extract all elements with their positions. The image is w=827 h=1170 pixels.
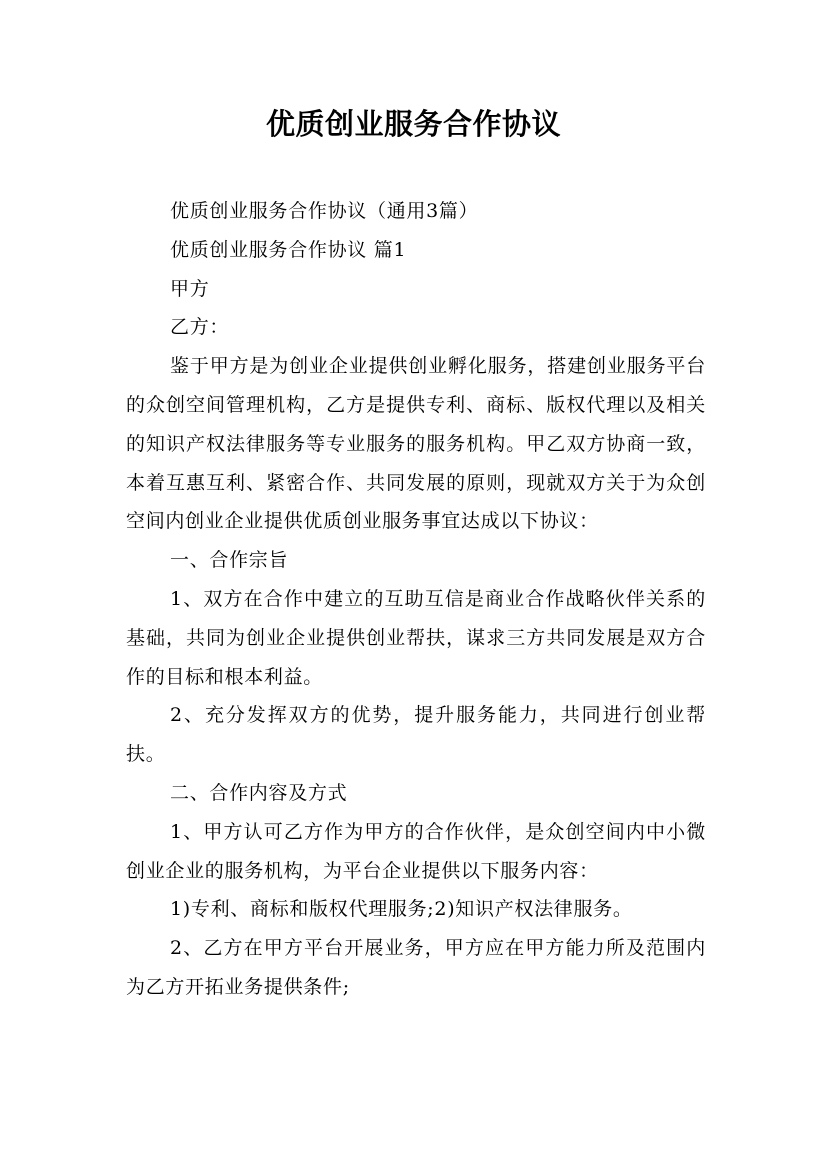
paragraph-preamble: 鉴于甲方是为创业企业提供创业孵化服务，搭建创业服务平台的众创空间管理机构，乙方是提供专利、商标、版权代理以及相关的知识产权法律服务等专业服务的服务机构。甲乙双方协商一致，本着互惠互利、紧密合作、共同发展的原则，现就双方关于为众创空间内创业企业提供优质创业服务事宜达成以下协议： [126,355,706,533]
paragraph-content-1: 1、甲方认可乙方作为甲方的合作伙伴，是众创空间内中小微创业企业的服务机构，为平台企业提供以下服务内容： [126,820,706,882]
paragraph-party-a: 甲方 [170,277,210,300]
paragraph-subtitle: 优质创业服务合作协议（通用3篇） [170,200,479,222]
paragraph-party-b: 乙方： [170,316,230,339]
paragraph-purpose-2: 2、充分发挥双方的优势，提升服务能力，共同进行创业帮扶。 [126,704,706,766]
document-body [126,192,706,1007]
paragraph-purpose-1: 1、双方在合作中建立的互助互信是商业合作战略伙伴关系的基础，共同为创业企业提供创业帮扶，谋求三方共同发展是双方合作的目标和根本利益。 [126,587,706,688]
paragraph-heading-purpose: 一、合作宗旨 [170,549,289,572]
paragraph-content-services: 1)专利、商标和版权代理服务;2)知识产权法律服务。 [170,898,633,921]
paragraph-heading-content: 二、合作内容及方式 [170,781,348,804]
document-title: 优质创业服务合作协议 [265,107,561,141]
paragraph-section-heading: 优质创业服务合作协议 篇1 [170,238,407,261]
paragraph-content-2: 2、乙方在甲方平台开展业务，甲方应在甲方能力所及范围内为乙方开拓业务提供条件; [126,937,706,998]
